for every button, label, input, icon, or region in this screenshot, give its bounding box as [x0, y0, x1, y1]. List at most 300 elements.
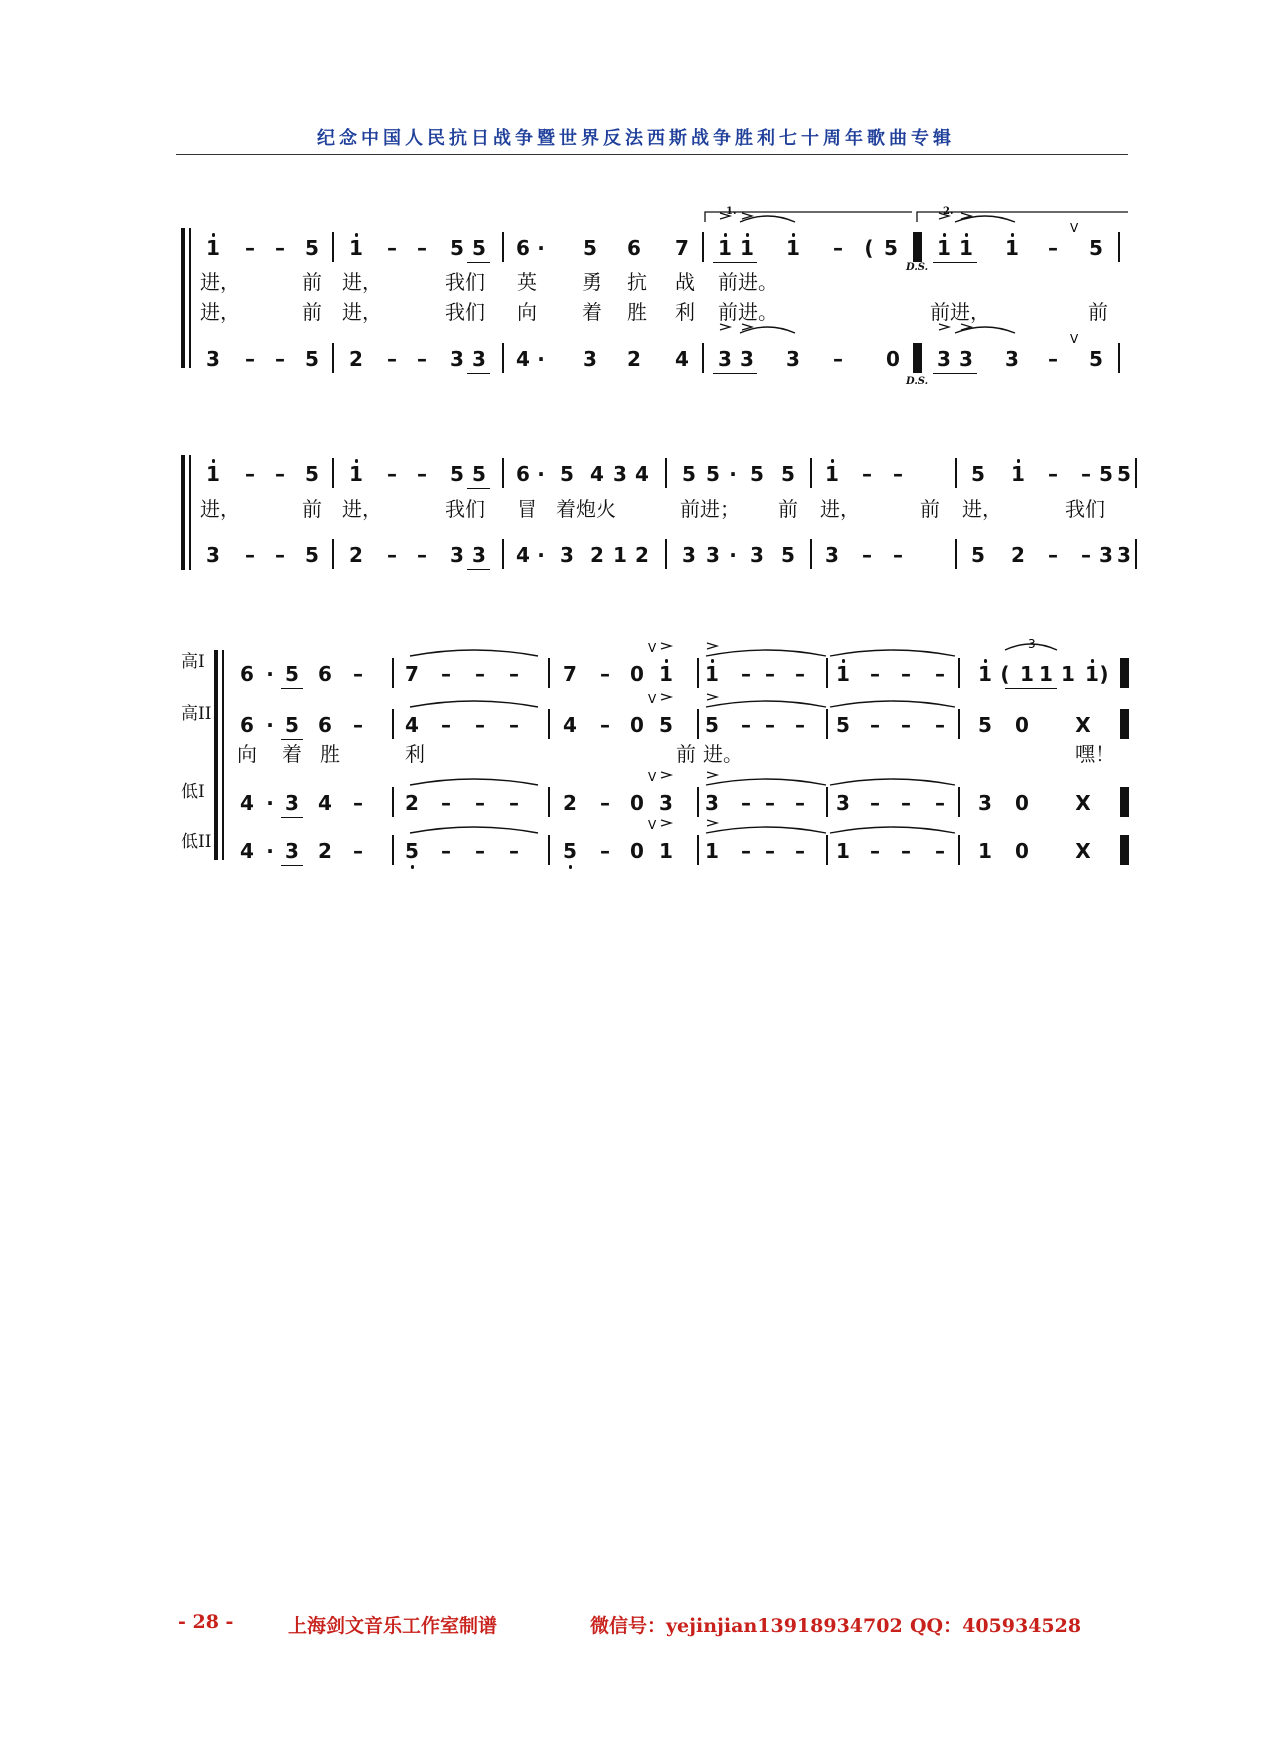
sys2-upper-note: 1 [825, 462, 839, 486]
sys1-barline-lower [502, 343, 504, 373]
sys1-upper-note-high-dot [792, 233, 796, 237]
sys1-upper-note-high-dot [724, 233, 728, 237]
alto2-barline [548, 835, 550, 865]
soprano2-underline [281, 739, 303, 740]
alto1-note: – [901, 791, 911, 815]
sys1-lyric-line1: 我们 [445, 270, 485, 294]
sys2-lower-note: 2 [349, 543, 363, 567]
soprano2-note: – [935, 713, 945, 737]
soprano1-note: · [266, 662, 274, 686]
sys2-lower-note: – [1048, 543, 1058, 567]
qq-number: QQ：405934528 [910, 1615, 1082, 1637]
soprano1-note: 5 [285, 662, 299, 686]
soprano1-note-high-dot [711, 659, 715, 663]
sys3-lyric: 胜 [320, 742, 340, 766]
sys2-upper-note: · [729, 462, 737, 486]
volta-2-label: 2. [943, 206, 954, 217]
soprano1-note: 7 [405, 662, 419, 686]
sys1-upper-note: – [833, 236, 843, 260]
sys2-upper-note: – [1048, 462, 1058, 486]
sys2-upper-note: 3 [613, 462, 627, 486]
alto2-accent [661, 820, 671, 826]
sys1-upper-note: 1 [959, 236, 973, 260]
sys1-lower-note: 3 [786, 347, 800, 371]
sys1-upper-note: 7 [675, 236, 689, 260]
part-label: 高II [181, 704, 212, 724]
sys2-barline-upper [665, 458, 667, 488]
sys2-upper-note: · [537, 462, 545, 486]
sys2-lower-note: – [417, 543, 427, 567]
sys2-lyric: 我们 [1065, 497, 1105, 521]
sys2-upper-note: 5 [971, 462, 985, 486]
alto1-note: 3 [705, 791, 719, 815]
sys2-lyric: 进， [342, 497, 382, 521]
sys1-lyric-line1: 前进。 [718, 270, 778, 294]
sys1-underline [933, 262, 977, 263]
alto2-note: 5 [563, 839, 577, 863]
sys3-lyric: 进。 [703, 742, 743, 766]
sys3-lyric: 着 [282, 742, 302, 766]
sys2-lower-note: 1 [613, 543, 627, 567]
alto2-note: 0 [630, 839, 644, 863]
alto2-note: 5 [405, 839, 419, 863]
alto1-note: 3 [978, 791, 992, 815]
sys1-repeat-bar-lower [913, 343, 922, 373]
alto1-note: 3 [285, 791, 299, 815]
alto2-note: – [475, 839, 485, 863]
alto1-note: – [870, 791, 880, 815]
alto1-note: – [441, 791, 451, 815]
sys2-upper-note: – [387, 462, 397, 486]
sys2-upper-note: 5 [560, 462, 574, 486]
alto2-note: – [795, 839, 805, 863]
alto2-note: 3 [285, 839, 299, 863]
alto1-note: X [1075, 791, 1091, 815]
alto2-breath: V [648, 818, 657, 832]
soprano1-note: – [441, 662, 451, 686]
sys1-lower-note: 4 [675, 347, 689, 371]
soprano2-note: 5 [836, 713, 850, 737]
alto2-note: – [741, 839, 751, 863]
sys1-upper-note-high-dot [943, 233, 947, 237]
sys1-lyric-line1: 勇 [582, 270, 602, 294]
alto1-note: 2 [563, 791, 577, 815]
sys1-lyric-line2: 向 [517, 300, 537, 324]
soprano2-tie [706, 701, 826, 707]
alto1-accent [707, 772, 717, 778]
sys1-lower-note: 3 [740, 347, 754, 371]
sys2-upper-note: 1 [206, 462, 220, 486]
alto1-note: · [266, 791, 274, 815]
sys1-upper-note-high-dot [965, 233, 969, 237]
sys1-upper-note: – [1048, 236, 1058, 260]
sys1-barline-upper [702, 232, 704, 262]
sys2-lower-note: 2 [1011, 543, 1025, 567]
alto1-underline [281, 817, 303, 818]
sys2-upper-note: 4 [635, 462, 649, 486]
soprano1-note: – [765, 662, 775, 686]
alto1-note: – [741, 791, 751, 815]
alto2-note-low-dot [411, 865, 415, 869]
soprano1-note: – [795, 662, 805, 686]
soprano2-breath: V [648, 692, 657, 706]
soprano1-note: 6 [240, 662, 254, 686]
soprano2-note: – [901, 713, 911, 737]
sys2-lower-note: 3 [1099, 543, 1113, 567]
sys1-upper-note: ( [864, 236, 874, 260]
sys1-lower-note: 2 [627, 347, 641, 371]
sys2-upper-note: 5 [750, 462, 764, 486]
sys1-upper-note: 5 [305, 236, 319, 260]
sys1-lyric-line1: 前 [302, 270, 322, 294]
soprano1-note: 0 [630, 662, 644, 686]
alto2-note: 1 [705, 839, 719, 863]
alto2-note: 4 [240, 839, 254, 863]
soprano1-note-high-dot [665, 659, 669, 663]
sys1-accent [742, 213, 752, 219]
sys2-underline [467, 569, 490, 570]
sys1-upper-note-high-dot [212, 233, 216, 237]
sys1-upper-note: 5 [472, 236, 486, 260]
soprano2-note: – [765, 713, 775, 737]
sys1-lower-note: 2 [349, 347, 363, 371]
soprano2-note: 5 [705, 713, 719, 737]
part-label: 低II [181, 832, 212, 852]
alto2-tie [830, 827, 955, 833]
soprano1-barline [697, 658, 699, 688]
alto2-accent [707, 820, 717, 826]
soprano1-note: – [509, 662, 519, 686]
soprano2-note: · [266, 713, 274, 737]
soprano2-note: 5 [285, 713, 299, 737]
sys1-upper-note: 6 [627, 236, 641, 260]
sys1-upper-note: 6 [516, 236, 530, 260]
sys2-upper-note: 5 [781, 462, 795, 486]
sys2-lyric: 前 [778, 497, 798, 521]
sys2-lower-note: – [893, 543, 903, 567]
alto2-note: X [1075, 839, 1091, 863]
sys1-lower-note: 4 [516, 347, 530, 371]
sys2-lower-note: – [862, 543, 872, 567]
soprano1-accent [661, 643, 671, 649]
sys1-lower-note: 3 [583, 347, 597, 371]
sys2-lyric: 着炮火 [556, 497, 616, 521]
sys2-barline-lower [955, 539, 957, 569]
sys1-lower-note: 3 [450, 347, 464, 371]
album-title: 纪念中国人民抗日战争暨世界反法西斯战争胜利七十周年歌曲专辑 [317, 128, 955, 149]
sys2-lower-note: 4 [516, 543, 530, 567]
sys1-slur [955, 327, 1015, 333]
sys2-upper-note: 5 [305, 462, 319, 486]
sys2-lower-note: 5 [781, 543, 795, 567]
sys1-upper-note: – [245, 236, 255, 260]
sys1-barline-upper [1118, 232, 1120, 262]
alto2-tie [706, 827, 826, 833]
soprano2-note: 5 [659, 713, 673, 737]
alto2-note: – [765, 839, 775, 863]
sys2-lower-note: 3 [750, 543, 764, 567]
alto1-note: – [795, 791, 805, 815]
soprano2-barline [826, 709, 828, 739]
alto2-note: – [353, 839, 363, 863]
sys3-lyric: 嘿！ [1075, 742, 1115, 766]
sys1-lyric-line2: 进， [200, 300, 240, 324]
sys2-lower-note: – [275, 543, 285, 567]
sys1-underline [467, 262, 490, 263]
sys1-lower-note: · [537, 347, 545, 371]
sys2-upper-note: – [1081, 462, 1091, 486]
sys2-upper-note-high-dot [355, 459, 359, 463]
soprano2-note: 0 [630, 713, 644, 737]
sys2-barline-upper [810, 458, 812, 488]
sys1-lower-note: – [387, 347, 397, 371]
soprano1-note: 1 [1085, 662, 1099, 686]
system3-brace-thin [222, 650, 224, 860]
alto1-note: 3 [836, 791, 850, 815]
system1-brace [181, 228, 185, 368]
sys1-lyric-line1: 抗 [627, 270, 647, 294]
soprano1-note: – [935, 662, 945, 686]
sys1-repeat-bar-upper [913, 232, 922, 262]
soprano1-note: 1 [978, 662, 992, 686]
part-label: 高I [181, 652, 205, 672]
soprano2-accent [661, 694, 671, 700]
alto2-note: – [441, 839, 451, 863]
sys2-upper-note: 5 [1117, 462, 1131, 486]
alto2-note: · [266, 839, 274, 863]
sys2-lower-note: · [537, 543, 545, 567]
sys2-barline-lower [332, 539, 334, 569]
sys1-lyric-line2: 前 [302, 300, 322, 324]
alto2-note: 0 [1015, 839, 1029, 863]
sys2-barline-lower [810, 539, 812, 569]
alto2-note: – [600, 839, 610, 863]
soprano1-barline [958, 658, 960, 688]
alto1-note: – [475, 791, 485, 815]
alto1-note: 2 [405, 791, 419, 815]
sys2-lower-note: 5 [305, 543, 319, 567]
sys3-lyric: 利 [405, 742, 425, 766]
soprano1-tie [830, 650, 955, 656]
sys2-upper-note-high-dot [1017, 459, 1021, 463]
soprano1-note-high-dot [984, 659, 988, 663]
alto2-barline [826, 835, 828, 865]
volta-1-label: 1. [726, 206, 737, 217]
alto1-tie [410, 779, 538, 785]
system1-brace-thin [189, 228, 191, 368]
soprano1-note: – [741, 662, 751, 686]
alto1-barline [392, 787, 394, 817]
soprano2-note: – [475, 713, 485, 737]
soprano1-underline [281, 688, 303, 689]
soprano2-barline [548, 709, 550, 739]
sys1-barline-lower [1118, 343, 1120, 373]
sys1-lower-note: – [245, 347, 255, 371]
soprano1-triplet-mark: 3 [1028, 637, 1036, 651]
alto2-note: 1 [659, 839, 673, 863]
sys1-breath-mark: V [1070, 332, 1079, 346]
sys1-upper-note-high-dot [1011, 233, 1015, 237]
sys1-barline-lower [702, 343, 704, 373]
sys2-barline-upper [502, 458, 504, 488]
sys2-upper-note: – [245, 462, 255, 486]
sys1-upper-note: 1 [349, 236, 363, 260]
alto1-note: 0 [630, 791, 644, 815]
sys2-lower-note: 3 [706, 543, 720, 567]
alto1-final-bar [1120, 787, 1129, 817]
sys2-lower-note: 3 [472, 543, 486, 567]
soprano1-note: – [475, 662, 485, 686]
sys1-lyric-line2: 胜 [627, 300, 647, 324]
alto1-note: – [600, 791, 610, 815]
alto1-note: 3 [659, 791, 673, 815]
sys1-upper-note: – [417, 236, 427, 260]
soprano1-note: 6 [318, 662, 332, 686]
alto2-barline [697, 835, 699, 865]
sys2-lyric: 前 [920, 497, 940, 521]
studio-credit: 上海剑文音乐工作室制谱 [288, 1615, 498, 1637]
sys1-underline [713, 262, 757, 263]
sys1-lyric-line1: 进， [342, 270, 382, 294]
alto1-barline [826, 787, 828, 817]
soprano2-note: – [600, 713, 610, 737]
page-number: - 28 - [178, 1611, 234, 1633]
sys1-lyric-line2: 前进。 [718, 300, 778, 324]
sys1-upper-note: 1 [718, 236, 732, 260]
sys2-underline [467, 488, 490, 489]
soprano2-accent [707, 694, 717, 700]
soprano2-tie [830, 701, 955, 707]
sys1-underline [467, 373, 490, 374]
alto2-note: – [870, 839, 880, 863]
sys1-lower-note: – [1048, 347, 1058, 371]
alto2-barline [392, 835, 394, 865]
sys3-lyric: 向 [237, 742, 257, 766]
sys2-upper-note-high-dot [212, 459, 216, 463]
sys2-lower-note: 3 [560, 543, 574, 567]
soprano1-barline [826, 658, 828, 688]
soprano1-note: – [600, 662, 610, 686]
sys2-barline-upper [332, 458, 334, 488]
soprano2-note: 4 [405, 713, 419, 737]
sys2-upper-note: 5 [682, 462, 696, 486]
sys1-lyric-line2: 进， [342, 300, 382, 324]
alto1-barline [958, 787, 960, 817]
alto2-note: 2 [318, 839, 332, 863]
alto2-note: 1 [836, 839, 850, 863]
alto1-note: – [509, 791, 519, 815]
alto1-note: 4 [318, 791, 332, 815]
sys1-lower-note: – [833, 347, 843, 371]
sys2-barline-lower [502, 539, 504, 569]
sys2-lyric: 进， [200, 497, 240, 521]
alto2-note: – [509, 839, 519, 863]
alto2-final-bar [1120, 835, 1129, 865]
soprano2-barline [697, 709, 699, 739]
soprano2-note: X [1075, 713, 1091, 737]
sys2-lyric: 冒 [517, 497, 537, 521]
sys2-upper-note: 5 [450, 462, 464, 486]
sys1-lyric-line1: 战 [675, 270, 695, 294]
soprano1-note: ) [1099, 662, 1109, 686]
alto2-note: 1 [978, 839, 992, 863]
sys1-lyric-line1: 进， [200, 270, 240, 294]
soprano2-note: – [509, 713, 519, 737]
part-label: 低I [181, 782, 205, 802]
sys2-lower-note: 2 [590, 543, 604, 567]
soprano1-accent [707, 643, 717, 649]
sys1-lower-note: 3 [472, 347, 486, 371]
sys2-lower-note: 2 [635, 543, 649, 567]
sys2-lyric: 前进； [680, 497, 740, 521]
sys1-upper-note: 1 [206, 236, 220, 260]
sys1-upper-note-high-dot [355, 233, 359, 237]
sys1-lyric-line2: 我们 [445, 300, 485, 324]
sys3-lyric: 前 [676, 742, 696, 766]
soprano2-tie [410, 701, 538, 707]
soprano2-note: 6 [318, 713, 332, 737]
sys1-lyric-line2: 利 [675, 300, 695, 324]
soprano1-note: 7 [563, 662, 577, 686]
sys1-upper-note: 5 [583, 236, 597, 260]
sys1-slur [740, 216, 795, 222]
da-segno-mark: D.S. [906, 376, 929, 387]
sys1-lower-note: 3 [937, 347, 951, 371]
system2-brace-thin [189, 455, 191, 570]
alto1-note: – [353, 791, 363, 815]
soprano2-barline [958, 709, 960, 739]
sys2-upper-note: 5 [472, 462, 486, 486]
soprano1-note: 1 [836, 662, 850, 686]
soprano1-note: 1 [705, 662, 719, 686]
da-segno-mark: D.S. [906, 262, 929, 273]
alto1-note: 0 [1015, 791, 1029, 815]
sys1-underline [933, 373, 977, 374]
alto2-barline [958, 835, 960, 865]
soprano2-note: 4 [563, 713, 577, 737]
soprano1-note: ( [1000, 662, 1010, 686]
sys1-upper-note-high-dot [746, 233, 750, 237]
sys2-upper-note: 4 [590, 462, 604, 486]
sys2-barline-upper [1135, 458, 1137, 488]
soprano1-note: 1 [1061, 662, 1075, 686]
sys2-upper-note: 5 [1099, 462, 1113, 486]
alto1-tie [830, 779, 955, 785]
sys1-upper-note: 1 [1005, 236, 1019, 260]
sys1-lower-note: 3 [718, 347, 732, 371]
alto1-note: 4 [240, 791, 254, 815]
sys2-lyric: 进， [962, 497, 1002, 521]
soprano1-barline [548, 658, 550, 688]
sys1-slur [955, 216, 1015, 222]
sys2-lower-note: 3 [1117, 543, 1131, 567]
sys1-lower-note: 3 [1005, 347, 1019, 371]
sys2-lower-note: 3 [450, 543, 464, 567]
sys1-lower-note: 3 [206, 347, 220, 371]
sys2-lower-note: – [245, 543, 255, 567]
soprano1-tie [706, 650, 826, 656]
sys1-upper-note: 1 [786, 236, 800, 260]
sys1-accent [720, 324, 730, 330]
soprano1-final-bar [1120, 658, 1129, 688]
soprano1-note-high-dot [842, 659, 846, 663]
sys1-lyric-line2: 着 [582, 300, 602, 324]
soprano2-note: – [795, 713, 805, 737]
soprano1-note: – [353, 662, 363, 686]
soprano2-note: 0 [1015, 713, 1029, 737]
soprano1-breath: V [648, 641, 657, 655]
sys1-breath-mark: V [1070, 221, 1079, 235]
